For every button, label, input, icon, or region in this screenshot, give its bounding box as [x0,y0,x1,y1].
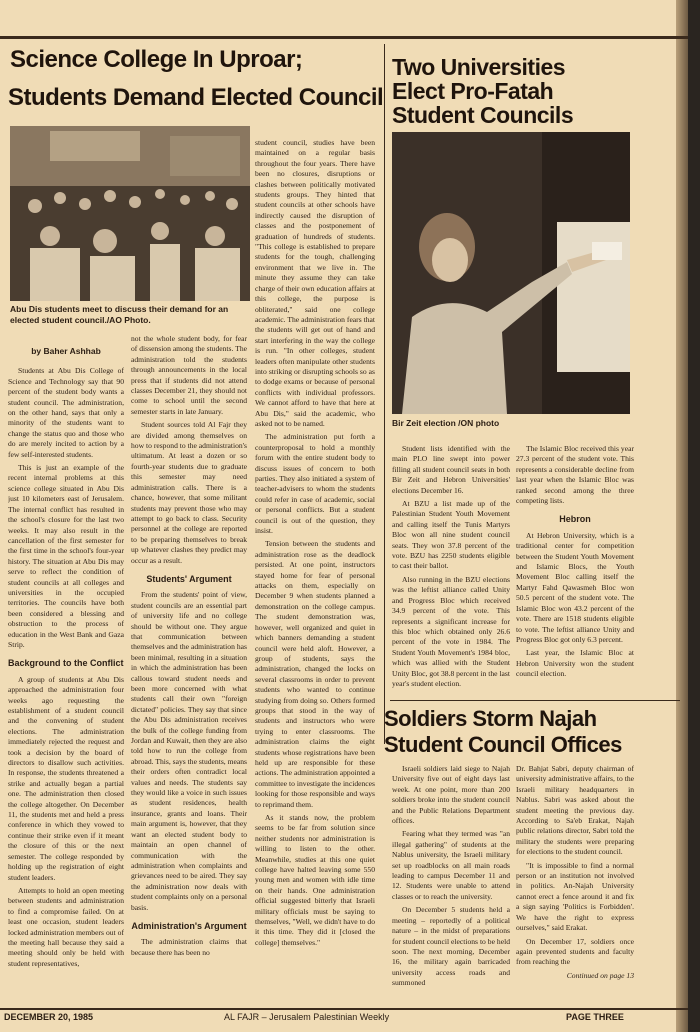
paragraph: Student sources told Al Fajr they are divided among themselves on how to respond to the administration's ultimatum. At least a dozen or so fourth-year students due to graduate this semester may need administration calls. There is a chance, however, that some militant students may prevent those who may attempt to go back to class. Security personnel at the college are reported to be preparing themselves to break up whatever clashes they predict may occur as a result. [131,420,247,565]
footer-page-number: PAGE THREE [566,1012,624,1022]
paragraph: At BZU a list made up of the Palestinian Student Youth Movement and calling itself the Tunis Martyrs Bloc won all nine student council seats. They won 37.8 percent of the vote. BZU has 2250 students eligible to cast their ballot. [392,499,510,571]
paragraph: not the whole student body, for fear of dissension among the students. The administration told the students through announcements in the local press that if students did not attend classes December 21, they should not come to school until the second semester starts in late January. [131,334,247,416]
universities-headline-line2: Elect Pro-Fatah [392,78,554,104]
paragraph: Dr. Bahjat Sabri, deputy chairman of university administrative affairs, to the Israeli military headquarters in Nablus. Sabri was asked about the student meeting the previous day. According to Sa'eb Erakat, Najah public relations director, Sabri told the military the students were preparing for elections to the student council. [516,764,634,857]
paragraph: As it stands now, the problem seems to be far from solution since neither students nor administration is willing to listen to the other. Meanwhile, studies at this one quiet college have halted leaving some 550 young men and women with idle time on their hands. One administration official suggested bitterly that Israeli military officials must be saying to themselves, "Well, we didn't have to do it this time. They did it [closed the college] themselves." [255,813,375,947]
paragraph: Tension between the students and administration rose as the deadlock persisted. At one point, instructors stayed home for fear of personal attacks on them, especially on December 9 when students planned a demonstration on the college campus. The student demonstration was, however, well organized and quiet in which banners demanding a student council were held aloft. However, a group of students, says the administration, changed the locks on several classrooms in order to prevent students who wanted to continue studying from doing so. Others formed groups that stood in the way of students and instructors who were trying to enter classrooms. The administration claims the eight students whose registrations have been held up are responsible for these actions. The administration appointed a committee to investigate the incidences looking for those responsible and ways to reprimand them. [255,539,375,809]
continued-note[interactable]: Continued on page 13 [566,970,634,980]
subhead-students-argument: Students' Argument [146,573,232,584]
universities-headline-line3: Student Councils [392,102,574,128]
science-column-2 [131,334,247,1008]
bir-zeit-photo [392,132,630,414]
page-edge-shadow [676,0,688,1032]
footer-rule [0,1008,688,1010]
column-divider [384,44,385,744]
subhead-administration-argument: Administration's Argument [131,920,247,931]
footer-paper-name: AL FAJR – Jerusalem Palestinian Weekly [224,1012,390,1022]
paragraph: On December 17, soldiers once again prevented students and faculty from reaching the [516,936,634,967]
universities-headline-line1: Two Universities [392,54,566,80]
universities-column-2 [516,444,634,696]
paragraph: student council, studies have been maintained on a regular basis throughout the four years. There have been no closures, disruptions or clashes between politically motivated students groups. They hinted that student councils at other schools have indirectly caused the disruption of classes and the postponement of graduation of hundreds of students. "This college is established to prepare students for the tough, challenging environment that we live in. The minute they assume they can take charge of their own education affairs at this college, the purpose is obliterated," said one college academic. The administration fears that the students will get out of hand and start interfering in the way the college is run. "In other colleges, student leaders often manipulate other students into striking or disrupting schools so as to dodge exams or because of personal conflicts with individual professors. We cannot afford to have that here at Abu Dis," said the academic, who asked not to be named. [255,138,375,428]
paragraph: A group of students at Abu Dis approached the administration four weeks ago requesting the establishment of a student council and the convening of student elections. The administration immediately rejected the request and took a decision by the board of directors to disallow such activities. In response, the students threatened a strike and actually began a partial one. The administration then closed the college altogether. On December 11, the students met and held a press conference in which they vowed to continue their strike even if it meant the closure of this or the next semester. The college responded by holding up the registration of eight student leaders. [8,674,124,882]
paragraph: "It is impossible to find a normal person or an institution not involved in politics. An-Najah University cannot erect a fence around it and fix a sign saying 'Politics is Forbidden'. We have the right to express ourselves," said Erakat. [516,860,634,933]
najah-column-1 [392,764,510,1008]
najah-headline: Soldiers Storm Najah Student Council Offices [384,706,622,757]
science-column-3 [255,138,375,1008]
paragraph: The administration put forth a counterproposal to hold a monthly forum with the entire student body to discuss issues of concern to both parties. They also initiated a system of teacher-advisers to whom the students could refer in case of academic, social or personal conflicts. But a student council is out of the question, they insist. [255,432,375,536]
paragraph: Fearing what they termed was "an illegal gathering" of students at the Nablus university, the Israeli military set up roadblocks on all main roads leading to campus December 11 and 12. Students were unable to attend classes or to reach the university. [392,829,510,901]
abu-dis-caption: Abu Dis students meet to discuss their demand for an elected student council./AO Photo. [10,304,229,325]
paragraph: The administration claims that because there has been no [131,937,247,957]
subhead-hebron: Hebron [559,514,591,525]
top-rule [0,36,688,39]
paragraph: This is just an example of the recent internal problems at this science college situated in Abu Dis just 10 kilometers east of Jerusalem. The internal conflict has resulted in the school's closure for the last two weeks. It may also result in the cancellation of the first semester for the first time in the school's four-year history. The situation at Abu Dis may serve to reflect the condition of student councils at all colleges and universities in the occupied territories. The councils have both been considered a blessing and obstruction to the process of education in the West Bank and Gaza Strip. [8,463,124,649]
najah-column-2 [516,764,634,1008]
science-column-1 [8,340,124,1008]
paragraph: From the students' point of view, student councils are an essential part of university life and no college should be without one. They argue that communication between themselves and the administration has been minimal, resulting in a situation in which the administration has been callous toward student needs and been more concerned with what students call their own "foreign dictated" policies. They say that since the Abu Dis administration receives the bulk of the college funding from Jordan and Kuwait, then they are also told how to run the college from abroad. This, says the students, means their orders often contradict local values and needs. The students say they would like a voice in such issues as student residences, health insurance, grants and loans. Their main argument is, however, that they want an elected student body to maintain an open channel of communication with the administration when complaints and grievances need to be aired. They say the administration now deals with student complaints only on a personal basis. [131,590,247,912]
footer-date: DECEMBER 20, 1985 [4,1012,94,1022]
paragraph: On December 5 students held a meeting – reportedly of a political nature – in the midst of preparations for student council elections to be held soon. The next morning, December 16, the military again barricaded university access roads and summoned [392,905,510,988]
paragraph: At Hebron University, which is a traditional center for competition between the Student Youth Movement and Islamic Blocs, the Youth Movement Bloc calling itself the Martyr Fahd Qawasmeh Bloc won 50.5 percent of the student vote. The Islamic Bloc won 43.2 percent of the vote. There are 1518 students eligible to vote. The leftist alliance Unity and Progress Bloc got only 6.3 percent. [516,530,634,644]
paragraph: Student lists identified with the main PLO line swept into power filling all student council seats in both Bir Zeit and Hebron Universities' elections December 16. [392,444,510,495]
paragraph: Israeli soldiers laid siege to Najah University five out of eight days last week. At one point, more than 200 soldiers broke into the student council and the Public Relations Department offices. [392,764,510,826]
paragraph: The Islamic Bloc received this year 27.3 percent of the student vote. This represents a considerable decline from last year when the Islamic Bloc was ranked second among the three competing lists. [516,444,634,506]
najah-top-rule [390,700,680,701]
paragraph: Students at Abu Dis College of Science and Technology say that 90 percent of the student body wants a student council. The administration, on the other hand, says that only a minority of the students want to change the status quo and those who do are merely incited to action by a few self-interested students. [8,366,124,459]
paragraph: Attempts to hold an open meeting between students and administration to find a compromise failed. On at least one occasion, student leaders locked administration members out of the meeting hall because they said a meeting should only be held with student representatives, [8,885,124,968]
science-byline: by Baher Ashhab [31,346,101,356]
bir-zeit-caption: Bir Zeit election /ON photo [392,418,500,428]
universities-column-1 [392,444,510,696]
paragraph: Last year, the Islamic Bloc at Hebron University won the student council election. [516,648,634,679]
science-headline-line2: Students Demand Elected Council [8,84,384,111]
paragraph: Also running in the BZU elections was the leftist alliance called Unity and Progress Bloc which received 34.9 percent of the vote. This represents a significant increase for this bloc which obtained only 26.6 percent of the vote in 1984. The Student Youth Movement's 1984 bloc, which was allied with the Student Unity Bloc, got 38.8 percent in the last year's student election. [392,574,510,688]
subhead-background: Background to the Conflict [8,658,124,669]
abu-dis-photo [10,126,250,301]
science-headline-line1: Science College In Uproar; [10,46,303,73]
